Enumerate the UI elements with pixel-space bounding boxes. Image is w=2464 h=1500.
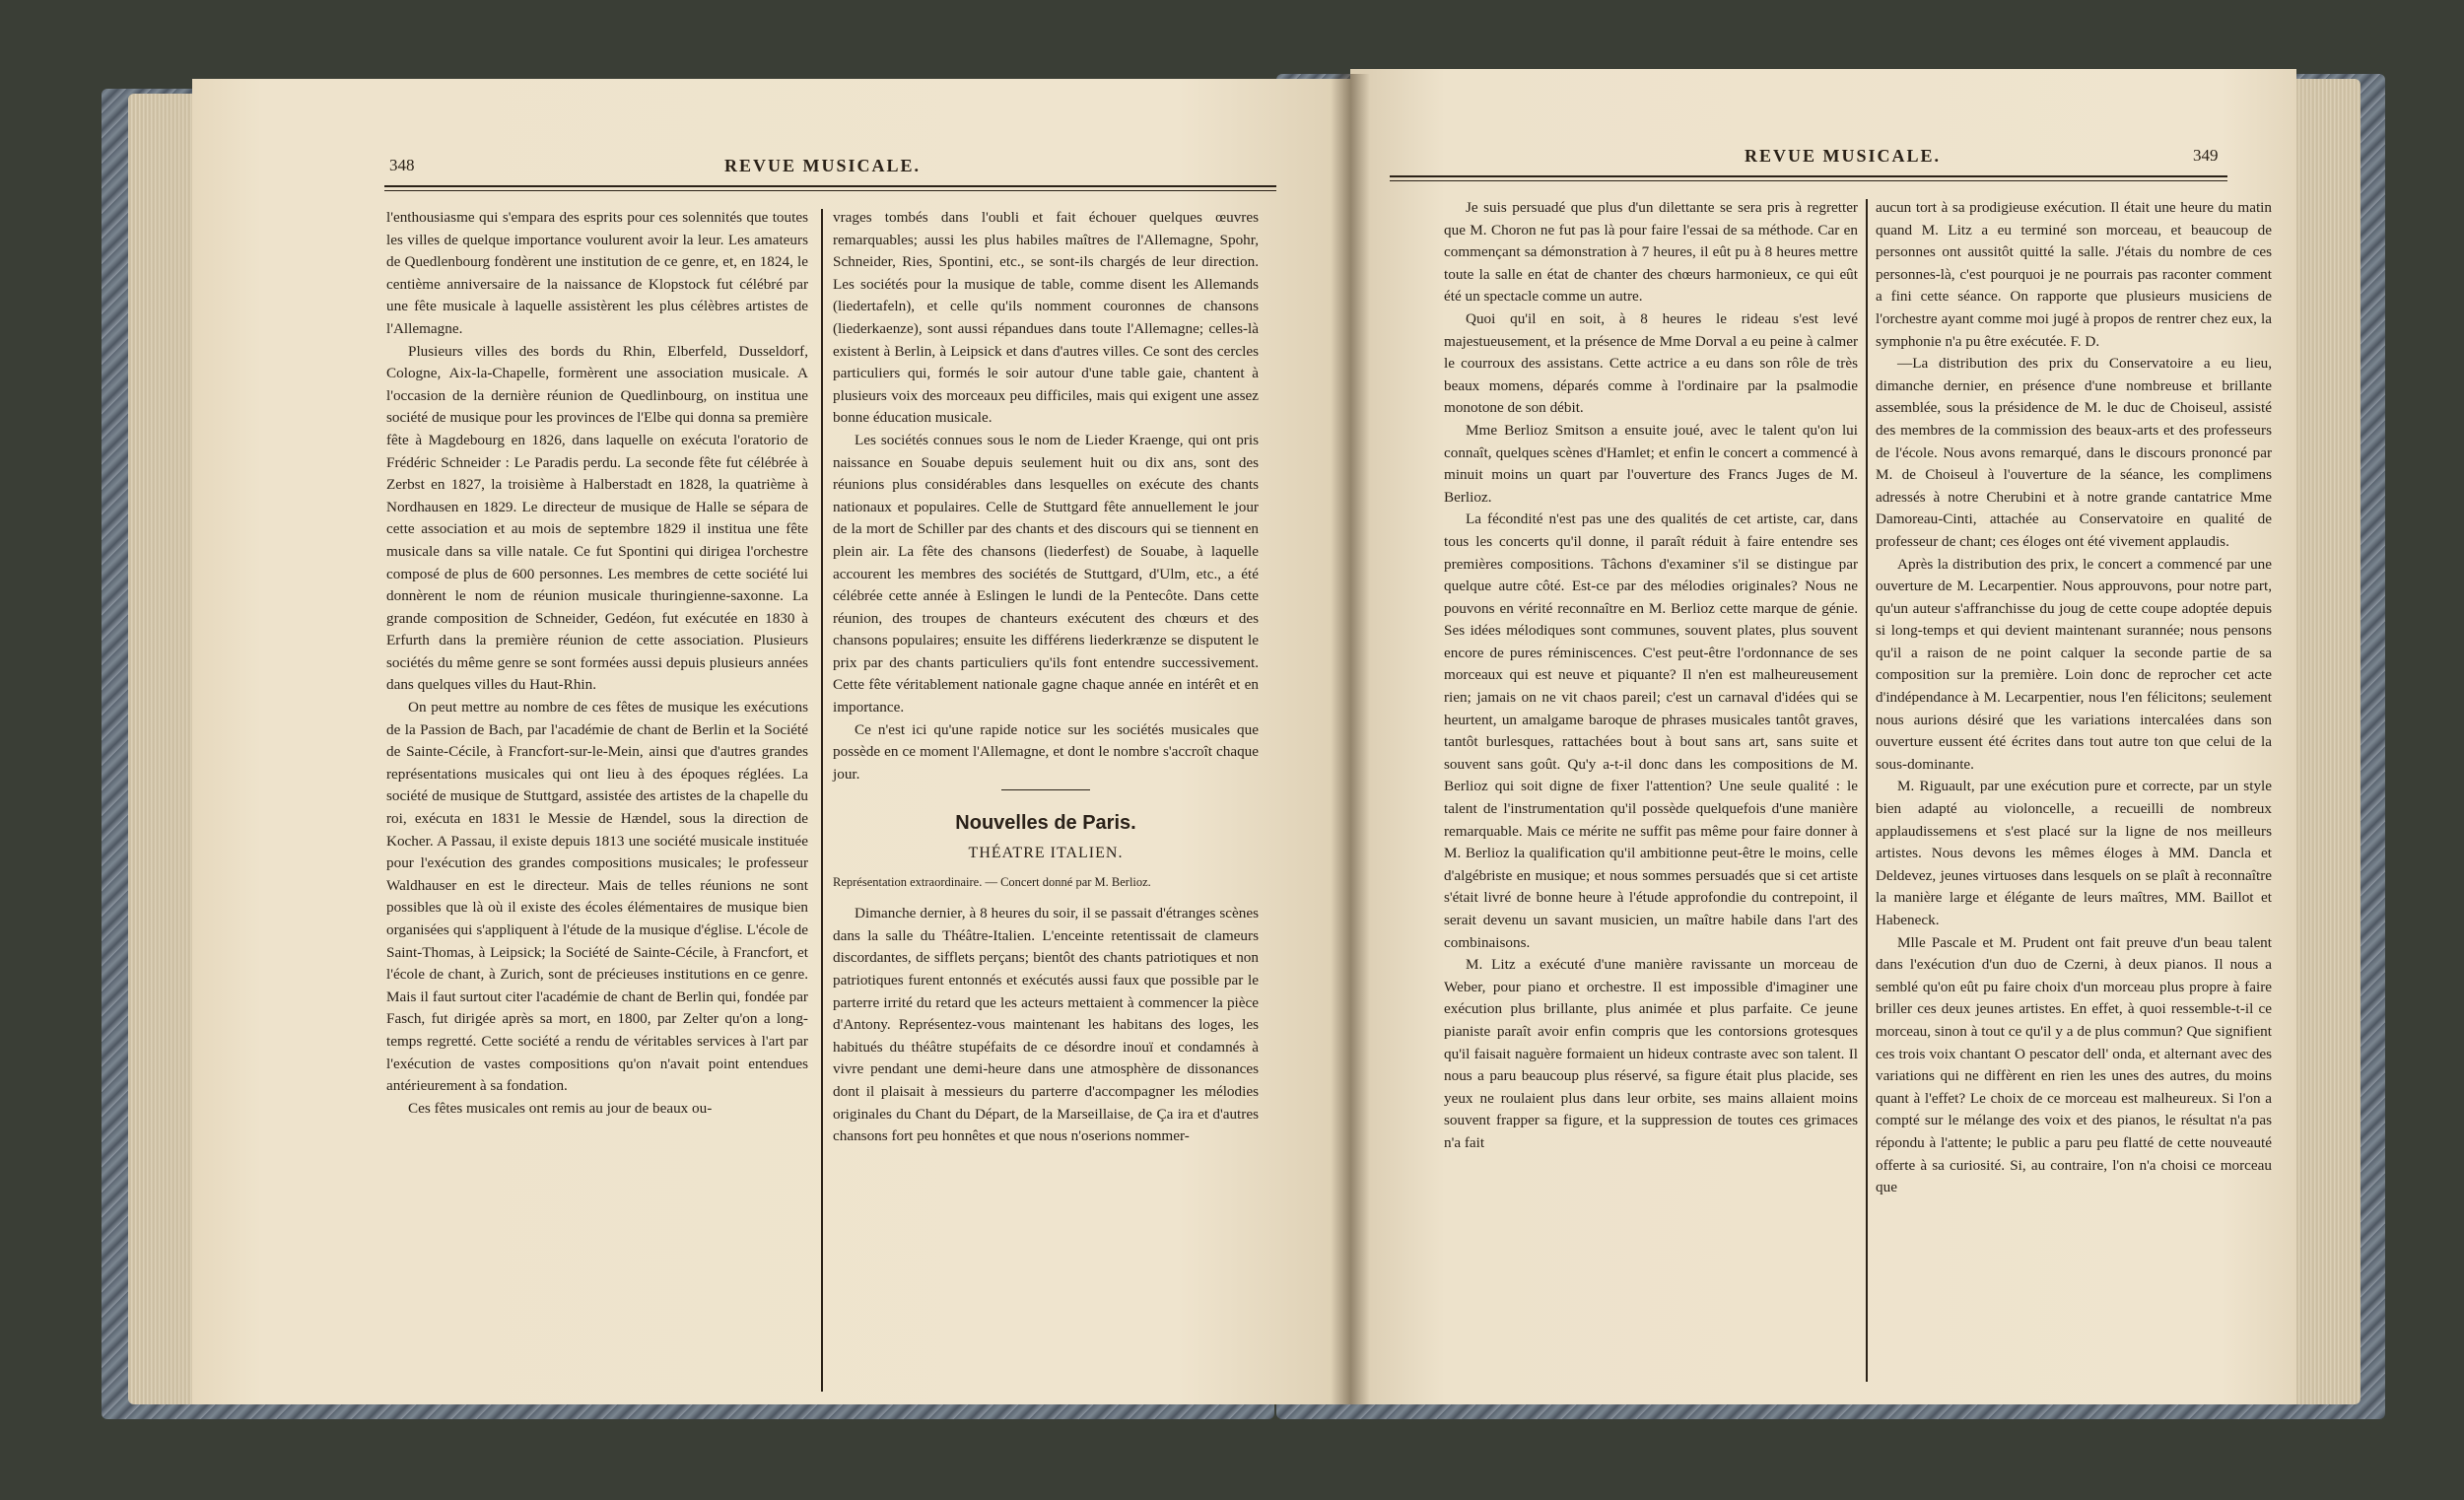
section-subtitle: THÉATRE ITALIEN. xyxy=(968,845,1124,862)
paragraph: M. Litz a exécuté d'une manière ravissante un morceau de Weber, pour piano et orchestre. Il est impossible d'imaginer une exécution plus brillante, plus animée et plus parfaite. Ce jeune pianiste paraît avoir enfin compris que les contorsions grotesques qu'il faisait naguère formaient un hideux contraste avec son talent. Il nous a paru beaucoup plus réservé, sa figure était plus placide, ses yeux ne roulaient plus dans leur orbite, ses mains allaient moins souvent frapper sa figure, et la suppression de toutes ces grimaces n'a fait xyxy=(1444,956,1858,1151)
left-column-2-top xyxy=(833,207,1259,785)
paragraph: Mme Berlioz Smitson a ensuite joué, avec le talent qu'on lui connaît, quelques scènes d'Hamlet; et enfin le concert a commencé à minuit moins un quart par l'ouverture des Francs Juges de M. Berlioz. xyxy=(1444,421,1858,506)
right-page-edges xyxy=(2292,79,2361,1404)
left-page xyxy=(192,79,1350,1404)
section-divider xyxy=(1001,789,1090,790)
left-header-rule-thin xyxy=(384,190,1276,191)
paragraph: vrages tombés dans l'oubli et fait échouer quelques œuvres remarquables; aussi les plus habiles maîtres de l'Allemagne, Spohr, Schneider, Ries, Spontini, etc., se sont-ils chargés de leur direction. Les sociétés pour la musique de table, comme disent les Allemands (liedertafeln), et celle qu'ils nomment couronnes de chansons (liederkaenze), sont aussi répandues dans toute l'Allemagne; celles-là existent à Berlin, à Leipsick et dans d'autres villes. Ce sont des cercles particuliers qui, formés le soir autour d'une table gaie, chantent à plusieurs voix des morceaux peu difficiles, mais qui exigent une assez bonne éducation musicale. xyxy=(833,209,1259,427)
right-page xyxy=(1350,69,2296,1404)
left-column-1 xyxy=(386,207,808,1399)
paragraph: Ces fêtes musicales ont remis au jour de beaux ou- xyxy=(408,1099,713,1117)
right-folio: 349 xyxy=(2193,146,2219,165)
paragraph: La fécondité n'est pas une des qualités de cet artiste, car, dans tous les concerts qu'il donne, il paraît réduit à faire entendre ses premières compositions. Tâchons d'examiner s'il se distingue par quelque autre côté. Est-ce par des mélodies originales? Nous ne pouvons en vérité reconnaître en M. Berlioz cette marque de génie. Ses idées mélodiques sont communes, souvent plates, plus souvent encore de pures réminiscences. C'est peut-être l'ordonnance de ses morceaux qui est neuve et piquante? Il n'en est malheureusement rien; jamais on ne vit chaos pareil; c'est un carnaval d'idées qui se heurtent, un amalgame baroque de phrases musicales tantôt graves, tantôt burlesques, rattachées bout à bout sans art, sans suite et souvent sans goût. Qu'y a-t-il donc dans les compositions de M. Berlioz qui soit digne de fixer l'attention? Une seule qualité : le talent de l'instrumentation qu'il possède quelquefois d'une manière remarquable. Mais ce mérite ne suffit pas même pour faire donner à M. Berlioz la qualification qu'il ambitionne peut-être le moins, celle d'algébriste en musique; et nous sommes persuadés que si cet artiste s'était livré de bonne heure à l'étude approfondie du contrepoint, il serait devenu un savant musicien, un maître habile dans l'art des combinaisons. xyxy=(1444,511,1858,951)
paragraph: Après la distribution des prix, le concert a commencé par une ouverture de M. Lecarpentier. Nous approuvons, pour notre part, qu'un auteur s'affranchisse du joug de cette coupe adoptée depuis si long-temps et qui devient maintenant surannée; nous pensons qu'il a raison de ne point calquer la seconde partie de sa composition sur la première. Loin donc de reprocher cet acte d'indépendance à M. Lecarpentier, nous l'en félicitons; seulement nous aurions désiré que les variations intercalées dans son ouverture eussent été écrites dans tout autre ton que celui de la sous-dominante. xyxy=(1876,555,2272,773)
section-note: Représentation extraordinaire. — Concert donné par M. Berlioz. xyxy=(833,874,1151,889)
left-folio: 348 xyxy=(389,156,415,174)
left-column-divider xyxy=(821,209,823,1392)
paragraph: On peut mettre au nombre de ces fêtes de musique les exécutions de la Passion de Bach, par l'académie de chant de Berlin et la Société de Sainte-Cécile, à Francfort-sur-le-Mein, ainsi que d'autres grandes représentations musicales qui ont lieu à des époques réglées. La société de musique de Stuttgard, assistée des artistes de la chapelle du roi, exécuta en 1831 le Messie de Hændel, sous la direction de Kocher. A Passau, il existe depuis 1813 une société musicale instituée pour l'exécution des grandes compositions musicales; le professeur Waldhauser en est le directeur. Mais de telles réunions ne sont possibles que là où il existe des écoles élémentaires de musique bien organisées qui s'appliquent à l'étude de la musique d'église. L'école de Saint-Thomas, à Leipsick; la Société de Sainte-Cécile, à Francfort, et l'école de chant, à Zurich, sont de précieuses institutions en ce genre. Mais il faut surtout citer l'académie de chant de Berlin qui, fondée par Fasch, fut dirigée après sa mort, en 1800, par Zelter qu'on a long-temps regretté. Cette société a rendu de véritables services à l'art par l'exécution de vastes compositions qu'on n'avait point entendues antérieurement à sa fondation. xyxy=(386,699,808,1095)
paragraph: Je suis persuadé que plus d'un dilettante se sera pris à regretter que M. Choron ne fut pas là pour faire l'essai de sa méthode. Car en commençant sa démonstration à 7 heures, il eût pu à 8 heures mettre toute la salle en état de chanter des chœurs harmonieux, ce qui eût été un spectacle comme un autre. xyxy=(1444,199,1858,306)
paragraph: —La distribution des prix du Conservatoire a eu lieu, dimanche dernier, en présence d'une nombreuse et brillante assemblée, sous la présidence de M. le duc de Choiseul, assisté des membres de la commission des beaux-arts et des professeurs de l'école. Nous avons remarqué, dans le discours prononcé par M. de Choiseul à l'ouverture de la séance, les complimens adressés à notre Cherubini et à notre grande cantatrice Mme Damoreau-Cinti, attachée au Conservatoire en qualité de professeur de chant; ces éloges ont été vivement applaudis. xyxy=(1876,355,2272,550)
right-running-head: REVUE MUSICALE. xyxy=(1745,146,1942,166)
paragraph: Plusieurs villes des bords du Rhin, Elberfeld, Dusseldorf, Cologne, Aix-la-Chapelle, formèrent une association musicale. A l'occasion de la dernière réunion de Quedlinbourg, on institua une société de musique pour les provinces de l'Elbe qui donna sa première fête à Magdebourg en 1826, dans laquelle on exécuta l'oratorio de Frédéric Schneider : Le Paradis perdu. La seconde fête fut célébrée à Zerbst en 1827, la troisième à Halberstadt en 1828, la quatrième à Nordhausen en 1829. Le directeur de musique de Halle se sépara de cette association et au mois de septembre 1829 il institua une fête musicale dans sa ville natale. Ce fut Spontini qui dirigea l'orchestre composé de plus de 600 personnes. Les membres de cette société lui donnèrent le nom de réunion musicale thuringienne-saxonne. La grande composition de Schneider, Gedéon, fut exécutée en 1830 à Erfurth dans la première réunion de cette association. Plusieurs sociétés du même genre se sont formées aussi depuis plusieurs années dans quelques villes du Haut-Rhin. xyxy=(386,342,808,694)
paragraph: Ce n'est ici qu'une rapide notice sur les sociétés musicales que possède en ce moment l'Allemagne, et dont le nombre s'accroît chaque jour. xyxy=(833,720,1259,783)
left-header-rule xyxy=(384,185,1276,187)
left-page-edges xyxy=(128,94,197,1404)
book-gutter xyxy=(1331,74,1370,1404)
open-book xyxy=(94,69,2385,1429)
right-column-1 xyxy=(1444,197,1858,1390)
left-running-head: REVUE MUSICALE. xyxy=(724,156,922,175)
right-page-header xyxy=(1350,146,2296,173)
paragraph: Quoi qu'il en soit, à 8 heures le rideau s'est levé majestueusement, et la présence de Mme Dorval a eu peine à calmer le courroux des assistans. Cette actrice a eu dans son rôle de très beaux momens, déparés comme à l'ordinaire par la psalmodie monotone de son débit. xyxy=(1444,309,1858,417)
right-column-divider xyxy=(1866,199,1868,1382)
right-header-rule xyxy=(1390,175,2227,177)
paragraph: aucun tort à sa prodigieuse exécution. Il était une heure du matin quand M. Litz a eu terminé son morceau, et beaucoup de personnes ont aussitôt quitté la salle. J'étais du nombre de ces personnes-là, c'est pourquoi je ne pourrais pas raconter comment a fini cette séance. On rapporte que plusieurs musiciens de l'orchestre ayant comme moi jugé à propos de rentrer chez eux, la symphonie n'a pu être exécutée. F. D. xyxy=(1876,199,2272,350)
left-column-2-bottom xyxy=(833,903,1259,1148)
left-page-header xyxy=(192,156,1350,183)
right-column-2 xyxy=(1876,197,2272,1390)
paragraph: M. Riguault, par une exécution pure et correcte, par un style bien adapté au violoncelle, a recueilli de nombreux applaudissemens et s'est placé sur la ligne de nos meilleurs artistes. Nous devons les mêmes éloges à MM. Dancla et Deldevez, jeunes virtuoses dans lesquels on se plaît à reconnaître la manière large et élégante de leurs maîtres, MM. Baillot et Habeneck. xyxy=(1876,778,2272,928)
paragraph: Les sociétés connues sous le nom de Lieder Kraenge, qui ont pris naissance en Souabe depuis seulement huit ou dix ans, sont des réunions plus considérables dans lesquelles on exécute des chants nationaux et populaires. Celle de Stuttgard fête annuellement le jour de la mort de Schiller par des chants et des discours qui se tiennent en plein air. La fête des chansons (liederfest) de Souabe, à laquelle accourent les membres des sociétés de Stuttgard, d'Ulm, etc., a été célébrée cette année à Eslingen le lundi de la Pentecôte. Dans cette réunion, des troupes de chanteurs exécutent des chœurs et des chansons populaires; ensuite les différens liederkrænze se disputent le prix par des chants particuliers qu'ils font entendre successivement. Cette fête véritablement nationale gagne chaque année en intérêt et en importance. xyxy=(833,431,1259,716)
left-column-2 xyxy=(833,207,1259,1399)
right-header-rule-thin xyxy=(1390,180,2227,181)
paragraph: Dimanche dernier, à 8 heures du soir, il se passait d'étranges scènes dans la salle du Théâtre-Italien. L'enceinte retentissait de clameurs discordantes, de sifflets perçans; bientôt des chants patriotiques et non patriotiques furent entonnés et exécutés aussi faux que possible par le parterre irrité du retard que les acteurs mettaient à commencer la pièce d'Antony. Représentez-vous maintenant les habitans des loges, les habitués du théâtre stupéfaits de ce désordre inouï et condamnés à vivre pendant une demi-heure dans une atmosphère de dissonances dont il plaisait à messieurs du parterre d'accompagner les mélodies originales du Chant du Départ, de la Marseillaise, de Ça ira et d'autres chansons fort peu honnêtes et que nous n'oserions nommer- xyxy=(833,905,1259,1145)
section-title: Nouvelles de Paris. xyxy=(955,812,1136,835)
paragraph: l'enthousiasme qui s'empara des esprits pour ces solennités que toutes les villes de quelque importance voulurent avoir la leur. Les amateurs de Quedlenbourg fondèrent une institution de ce genre, et, en 1824, le centième anniversaire de la naissance de Klopstock fut célébré par une fête musicale à laquelle assistèrent les plus célèbres artistes de l'Allemagne. xyxy=(386,209,808,337)
paragraph: Mlle Pascale et M. Prudent ont fait preuve d'un beau talent dans l'exécution d'un duo de Czerni, à deux pianos. Il nous a semblé qu'on eût pu faire choix d'un morceau plus propre à faire briller ces deux jeunes artistes. En effet, à quoi ressemble-t-il ce morceau, sinon à tout ce qu'il y a de plus commun? Que signifient ces trois voix chantant O pescator dell' onda, et alternant avec des variations qui ne diffèrent en rien les unes des autres, du moins quant à l'effet? Le choix de ce morceau est malheureux. Si l'on a compté sur le mélange des voix et des pianos, le résultat n'a pas répondu à l'attente; le public a paru peu flatté de cette nouveauté offerte à sa curiosité. Si, au contraire, l'on n'a choisi ce morceau que xyxy=(1876,933,2272,1196)
